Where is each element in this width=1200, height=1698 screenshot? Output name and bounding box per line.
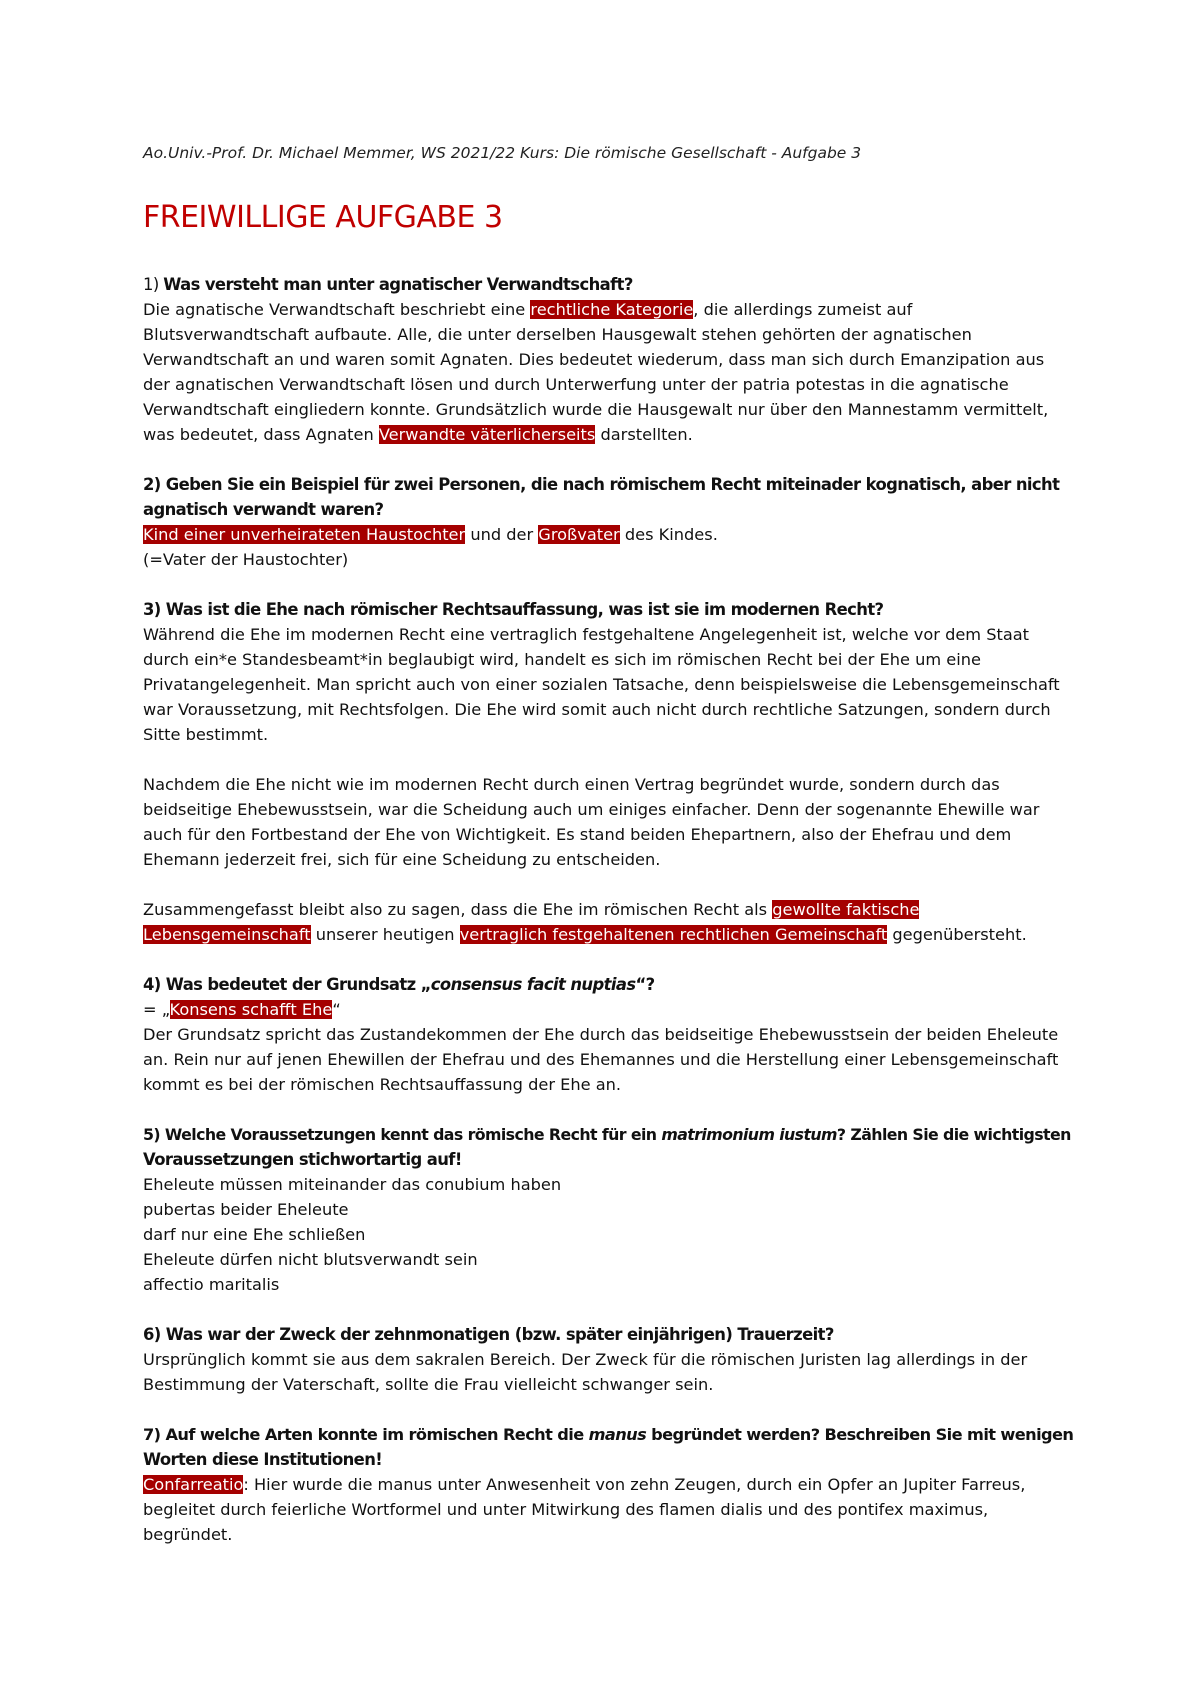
document-content [143,272,1073,1572]
answer-1-line-6: was bedeutet, dass Agnaten Verwandte väterlicherseits darstellten. [143,425,693,444]
list-item: Eheleute müssen miteinander das conubium haben [143,1175,562,1194]
answer-7-line-1: Confarreatio: Hier wurde die manus unter Anwesenheit von zehn Zeugen, durch ein Opfer an Jupiter Farreus, [143,1475,1026,1494]
question-2-line-1: 2) Geben Sie ein Beispiel für zwei Personen, die nach römischem Recht miteinader kognatisch, aber nicht [143,475,1060,494]
question-1-text: Was versteht man unter agnatischer Verwandtschaft? [163,275,633,294]
answer-3-paragraph-2 [143,772,1073,872]
highlight: Konsens schafft Ehe [169,1000,333,1019]
question-1-block [143,272,1073,447]
answer-3-p1-line: durch ein*e Standesbeamt*in beglaubigt wird, handelt es sich im römischen Recht bei der Ehe um eine [143,650,981,669]
question-3-block [143,597,1073,747]
answer-4-line: Der Grundsatz spricht das Zustandekommen der Ehe durch das beidseitige Ehebewusstsein der beiden Eheleute [143,1025,1059,1044]
answer-7-line-2: begleitet durch feierliche Wortformel und unter Mitwirkung des flamen dialis und des pontifex maximus, [143,1500,989,1519]
question-5-block [143,1122,1073,1297]
answer-2-line-1: Kind einer unverheirateten Haustochter und der Großvater des Kindes. [143,525,718,544]
answer-6-line: Ursprünglich kommt sie aus dem sakralen Bereich. Der Zweck für die römischen Juristen lag allerdings in der [143,1350,1028,1369]
question-4: 4) Was bedeutet der Grundsatz „consensus facit nuptias“? [143,975,655,994]
list-item: pubertas beider Eheleute [143,1200,349,1219]
question-1-number: 1) [143,275,164,294]
highlight: Confarreatio [143,1475,244,1494]
answer-1-line-5: Verwandtschaft eingliedern konnte. Grundsätzlich wurde die Hausgewalt nur über den Mannestamm vermittelt, [143,400,1049,419]
question-4-block [143,972,1073,1097]
answer-4-line-1: = „Konsens schafft Ehe“ [143,1000,341,1019]
answer-3-p1-line: war Voraussetzung, mit Rechtsfolgen. Die Ehe wird somit auch nicht durch rechtliche Satzungen, sondern durch [143,700,1051,719]
answer-1-line-4: der agnatischen Verwandtschaft lösen und durch Unterwerfung unter der patria potestas in die agnatische [143,375,1009,394]
highlight: gewollte faktische [772,900,920,919]
answer-3-p1-line: Privatangelegenheit. Man spricht auch von einer sozialen Tatsache, denn beispielsweise die Lebensgemeinschaft [143,675,1060,694]
list-item: darf nur eine Ehe schließen [143,1225,366,1244]
highlight: vertraglich festgehaltenen rechtlichen Gemeinschaft [459,925,888,944]
document-title: FREIWILLIGE AUFGABE 3 [143,200,503,235]
question-5-line-1: 5) Welche Voraussetzungen kennt das römische Recht für ein matrimonium iustum? Zählen Sie die wichtigsten [143,1125,1071,1144]
answer-3-paragraph-3 [143,897,1073,947]
question-3: 3) Was ist die Ehe nach römischer Rechtsauffassung, was ist sie im modernen Recht? [143,600,884,619]
answer-2-line-2: (=Vater der Haustochter) [143,550,349,569]
list-item: Eheleute dürfen nicht blutsverwandt sein [143,1250,478,1269]
answer-3-p2-line: auch für den Fortbestand der Ehe von Wichtigkeit. Es stand beiden Ehepartnern, also der Ehefrau und dem [143,825,1012,844]
answer-3-p2-line: beidseitige Ehebewusstsein, war die Scheidung auch um einiges einfacher. Denn der sogenannte Ehewille war [143,800,1040,819]
answer-3-p2-line: Nachdem die Ehe nicht wie im modernen Recht durch einen Vertrag begründet wurde, sondern durch das [143,775,1000,794]
question-7-line-2: Worten diese Institutionen! [143,1450,383,1469]
highlight: rechtliche Kategorie [530,300,694,319]
answer-4-line: an. Rein nur auf jenen Ehewillen der Ehefrau und des Ehemannes und die Herstellung einer Lebensgemeinschaft [143,1050,1059,1069]
question-5-line-2: Voraussetzungen stichwortartig auf! [143,1150,462,1169]
highlight: Lebensgemeinschaft [143,925,311,944]
highlight: Kind einer unverheirateten Haustochter [143,525,466,544]
document-header: Ao.Univ.-Prof. Dr. Michael Memmer, WS 2021/22 Kurs: Die römische Gesellschaft - Aufgabe 3 [143,144,862,162]
answer-1-line-3: Verwandtschaft an und waren somit Agnaten. Dies bedeutet wiederum, dass man sich durch Emanzipation aus [143,350,1045,369]
answer-3-p1-line: Sitte bestimmt. [143,725,269,744]
answer-6-line: Bestimmung der Vaterschaft, sollte die Frau vielleicht schwanger sein. [143,1375,714,1394]
question-1 [143,272,1073,297]
answer-3-p1-line: Während die Ehe im modernen Recht eine vertraglich festgehaltene Angelegenheit ist, welche vor dem Staat [143,625,1030,644]
answer-1-line-1: Die agnatische Verwandtschaft beschriebt eine rechtliche Kategorie, die allerdings zumeist auf [143,300,913,319]
question-2-line-2: agnatisch verwandt waren? [143,500,384,519]
answer-1-line-2: Blutsverwandtschaft aufbaute. Alle, die unter derselben Hausgewalt stehen gehörten der agnatischen [143,325,972,344]
question-6: 6) Was war der Zweck der zehnmonatigen (bzw. später einjährigen) Trauerzeit? [143,1325,834,1344]
answer-3-p2-line: Ehemann jederzeit frei, sich für eine Scheidung zu entscheiden. [143,850,661,869]
question-7-block [143,1422,1073,1547]
highlight: Verwandte väterlicherseits [378,425,596,444]
answer-3-p3-line-1: Zusammengefasst bleibt also zu sagen, dass die Ehe im römischen Recht als gewollte faktische [143,900,920,919]
answer-3-p3-line-2: Lebensgemeinschaft unserer heutigen vertraglich festgehaltenen rechtlichen Gemeinschaft gegenübersteht. [143,925,1027,944]
highlight: Großvater [538,525,620,544]
question-2-block [143,472,1073,572]
answer-4-line: kommt es bei der römischen Rechtsauffassung der Ehe an. [143,1075,622,1094]
question-7-line-1: 7) Auf welche Arten konnte im römischen Recht die manus begründet werden? Beschreiben Sie mit wenigen [143,1425,1074,1444]
question-6-block [143,1322,1073,1397]
answer-7-line-3: begründet. [143,1525,233,1544]
list-item: affectio maritalis [143,1275,280,1294]
